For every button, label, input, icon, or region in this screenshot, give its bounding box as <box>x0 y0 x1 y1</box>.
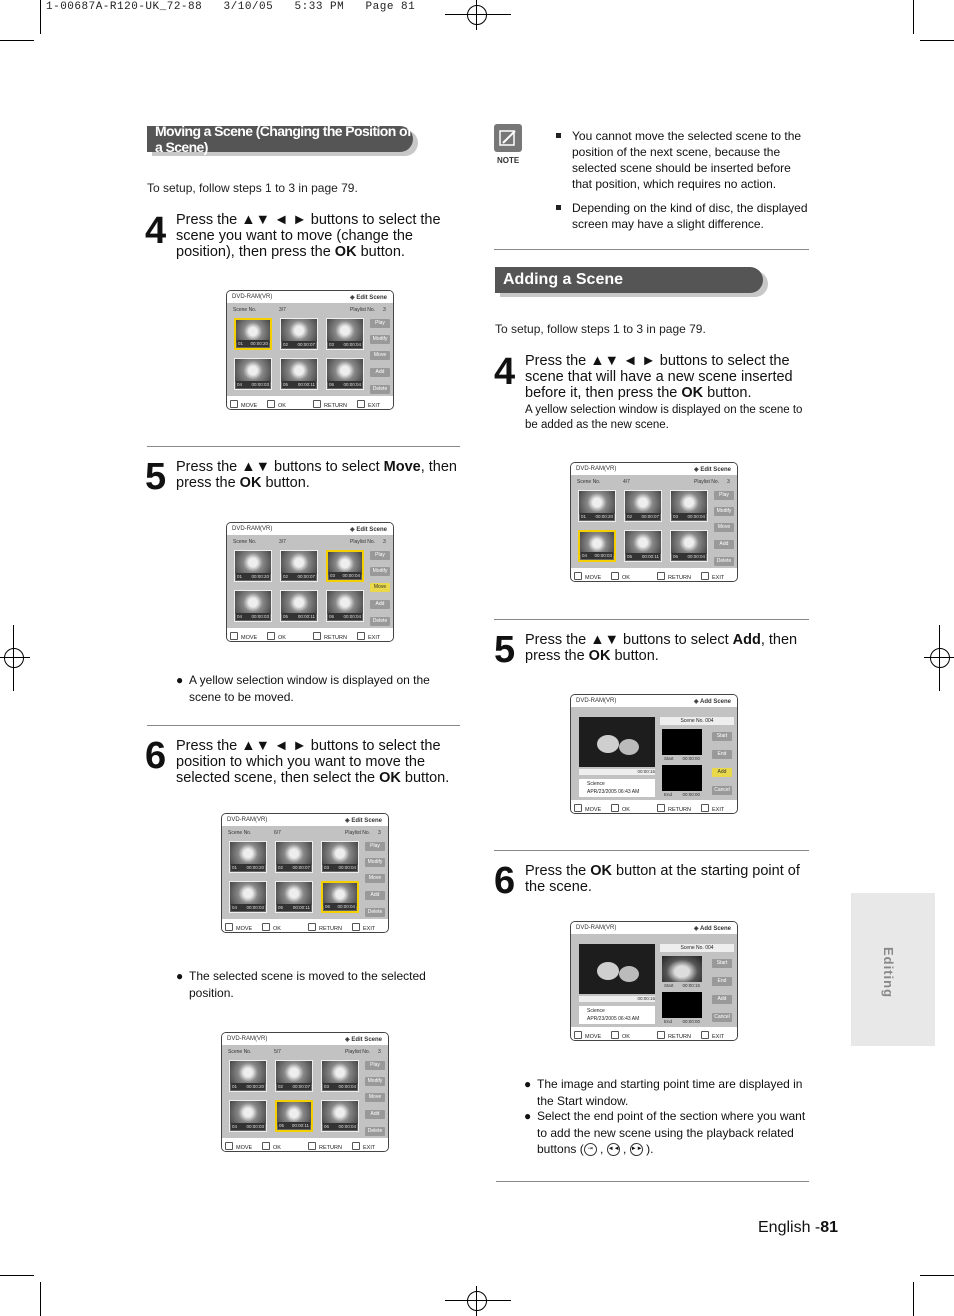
ok-label: OK <box>590 863 613 879</box>
screen-title: ◈ Edit Scene <box>350 527 387 533</box>
scene-thumb[interactable]: 04 00:00:03 <box>234 358 272 390</box>
playlist-label: Playlist No. <box>350 307 376 313</box>
note-text: You cannot move the selected scene to the position of the next scene, because the selected scene should be inserted before that position, which requires no action. <box>572 129 802 191</box>
registration-mark <box>476 1286 477 1316</box>
screen-title: ◈ Add Scene <box>693 699 731 705</box>
end-window <box>662 765 702 791</box>
screen-title-text: Edit Scene <box>351 818 382 824</box>
scene-thumb[interactable]: 05 00:00:11 <box>280 358 318 390</box>
scene-thumb[interactable]: 01 00:00:20 <box>229 1060 267 1092</box>
menu-add[interactable]: Add <box>714 540 734 549</box>
scene-thumb[interactable]: 04 00:00:03 <box>229 881 267 913</box>
menu-modify[interactable]: Modify <box>365 1077 385 1086</box>
fast-forward-icon: ►► <box>630 1143 643 1156</box>
section-title-text: Adding a Scene <box>503 271 624 288</box>
footer-move: MOVE <box>574 1031 601 1040</box>
scene-thumb[interactable]: 04 00:00:03 <box>578 530 616 562</box>
bullet-text: Select the end point of the section where you want to add the new scene using the playback related <box>537 1109 806 1140</box>
footer-ok: OK <box>262 923 281 932</box>
meta-title: Science <box>587 1008 605 1014</box>
scene-thumb[interactable]: 01 00:00:20 <box>234 318 272 350</box>
footer-exit: EXIT <box>701 1031 724 1040</box>
menu-move[interactable]: Move <box>365 874 385 883</box>
registration-mark <box>924 657 954 658</box>
step-text <box>525 863 810 895</box>
menu-add[interactable]: Add <box>712 768 732 777</box>
screen-title-text: Edit Scene <box>356 295 387 301</box>
video-preview <box>579 944 655 994</box>
scene-thumb[interactable]: 05 00:00:11 <box>275 881 313 913</box>
scene-no: Scene No. 004 <box>660 944 734 952</box>
footer-return: RETURN <box>308 1142 342 1151</box>
disc-label: DVD-RAM(VR) <box>232 294 273 300</box>
side-tab-label: Editing <box>881 947 896 999</box>
scene-thumb[interactable]: 06 00:00:04 <box>321 1100 359 1132</box>
scene-thumb[interactable]: 03 00:00:04 <box>326 318 364 350</box>
playlist-no: 3 <box>383 307 386 313</box>
scene-meta <box>579 779 655 797</box>
menu-play[interactable]: Play <box>714 491 734 500</box>
footer-ok: OK <box>267 632 286 641</box>
divider <box>496 1181 809 1182</box>
disc-label: DVD-RAM(VR) <box>227 817 268 823</box>
footer-move: MOVE <box>225 1142 252 1151</box>
menu-delete[interactable]: Delete <box>370 385 390 394</box>
scene-no: Scene No. 004 <box>660 717 734 725</box>
step-text-part: button. <box>356 244 405 260</box>
step-number: 4 <box>145 210 167 252</box>
scene-counter: 5/7 <box>274 1049 281 1055</box>
crop-mark <box>920 40 954 41</box>
footer-return: RETURN <box>657 1031 691 1040</box>
scene-thumb[interactable]: 03 00:00:04 <box>321 1060 359 1092</box>
rewind-icon: ◄◄ <box>607 1143 620 1156</box>
skip-icon: ⇥ <box>584 1143 597 1156</box>
divider <box>494 619 809 620</box>
screen-title: ◈ Edit Scene <box>694 467 731 473</box>
screen-header <box>571 695 737 707</box>
step-text-part: Press the <box>525 863 591 879</box>
scene-thumb[interactable]: 05 00:00:11 <box>275 1100 313 1132</box>
scene-thumb[interactable]: 06 00:00:04 <box>321 881 359 913</box>
step-number: 5 <box>145 456 167 498</box>
step-text-part: button. <box>703 385 752 401</box>
disc-label: DVD-RAM(VR) <box>576 698 617 704</box>
footer-move: MOVE <box>230 400 257 409</box>
scene-thumb[interactable]: 04 00:00:03 <box>229 1100 267 1132</box>
edit-scene-screen <box>221 1032 389 1152</box>
menu-delete[interactable]: Delete <box>365 1127 385 1136</box>
footer-exit: EXIT <box>701 572 724 581</box>
bullet-item: ● The selected scene is moved to the selected position. <box>176 969 426 1000</box>
screen-footer <box>571 800 737 813</box>
step-text-part: Press the ▲▼ buttons to select <box>176 459 384 475</box>
menu-end[interactable]: End <box>712 750 732 759</box>
footer-move: MOVE <box>574 804 601 813</box>
bullet-item: ● The image and starting point time are displayed in the Start window. <box>524 1077 803 1108</box>
registration-mark <box>467 5 487 25</box>
menu-end[interactable]: End <box>712 977 732 986</box>
playback-time: 00:00:15 <box>637 996 655 1001</box>
bullet-text: ). <box>646 1142 654 1156</box>
screen-footer <box>571 1027 737 1040</box>
registration-mark <box>445 14 511 15</box>
step-number: 4 <box>494 351 516 393</box>
edit-scene-screen <box>226 290 394 410</box>
scene-counter: 4/7 <box>623 479 630 485</box>
disc-label: DVD-RAM(VR) <box>232 526 273 532</box>
menu-cancel[interactable]: Cancel <box>712 786 732 795</box>
add-scene-screen: DVD-RAM(VR) ◈ Add Scene 00:00:15 Science APR/23/2005 06:43 AM Scene No. 004 Start 00:00:00 End 00:00:00 Start End Add Cancel MOVE OK RETURN EXIT <box>570 694 738 814</box>
menu-add[interactable]: Add <box>712 995 732 1004</box>
playlist-label: Playlist No. <box>345 830 371 836</box>
crop-mark <box>40 1282 41 1316</box>
step-text-part: , then press the <box>176 459 457 491</box>
menu-add[interactable]: Add <box>365 1110 385 1119</box>
ok-label: OK <box>379 770 401 786</box>
menu-delete[interactable]: Delete <box>714 557 734 566</box>
menu-play[interactable]: Play <box>370 551 390 560</box>
step-text-part: button. <box>610 648 659 664</box>
step-text-part: Press the ▲▼ ◄ ► buttons to select the position to which you want to move the selected scene, then select the <box>176 738 441 786</box>
playback-bar[interactable] <box>579 996 655 1002</box>
footer-ok: OK <box>267 400 286 409</box>
note-text: Depending on the kind of disc, the displayed screen may have a slight difference. <box>572 201 808 231</box>
screen-title-text: Add Scene <box>699 926 731 932</box>
scene-thumb[interactable]: 04 00:00:03 <box>234 590 272 622</box>
scene-thumb[interactable]: 03 00:00:04 <box>321 841 359 873</box>
start-window <box>662 956 702 982</box>
screen-header <box>222 814 388 826</box>
registration-mark <box>939 625 940 691</box>
footer-exit: EXIT <box>701 804 724 813</box>
scene-counter: 3/7 <box>279 539 286 545</box>
playlist-label: Playlist No. <box>345 1049 371 1055</box>
playlist-no: 3 <box>378 1049 381 1055</box>
note-item <box>572 200 812 232</box>
bullet-item: ● A yellow selection window is displayed on the scene to be moved. <box>176 673 430 704</box>
setup-instruction: To setup, follow steps 1 to 3 in page 79. <box>147 181 358 195</box>
ok-label: OK <box>681 385 704 401</box>
footer-ok: OK <box>262 1142 281 1151</box>
menu-add[interactable]: Add <box>370 600 390 609</box>
scene-no-label: Scene No. <box>228 1049 252 1055</box>
crop-mark <box>913 1282 914 1316</box>
scene-thumb[interactable]: 01 00:00:20 <box>234 550 272 582</box>
screen-header <box>571 922 737 934</box>
screen-header <box>222 1033 388 1045</box>
footer-exit: EXIT <box>352 1142 375 1151</box>
scene-thumb[interactable]: 01 00:00:20 <box>578 490 616 522</box>
scene-no-label: Scene No. <box>577 479 601 485</box>
playback-time: 00:00:15 <box>637 769 655 774</box>
disc-label: DVD-RAM(VR) <box>227 1036 268 1042</box>
note-label: NOTE <box>497 156 520 165</box>
registration-mark <box>467 1291 487 1311</box>
menu-start[interactable]: Start <box>712 732 732 741</box>
scene-thumb[interactable]: 06 00:00:04 <box>670 530 708 562</box>
step-text <box>176 459 461 491</box>
footer-return: RETURN <box>313 400 347 409</box>
playlist-no: 3 <box>383 539 386 545</box>
step-text <box>525 353 810 401</box>
scene-thumb[interactable]: 05 00:00:11 <box>280 590 318 622</box>
screen-title: ◈ Edit Scene <box>345 818 382 824</box>
divider <box>147 446 460 447</box>
menu-modify[interactable]: Modify <box>370 567 390 576</box>
bullet-text: buttons ( <box>537 1142 584 1156</box>
step-text-part: button at the starting point of the scene. <box>525 863 800 895</box>
menu-modify[interactable]: Modify <box>370 335 390 344</box>
screen-header <box>227 523 393 535</box>
screen-title-text: Edit Scene <box>351 1037 382 1043</box>
section-side-tab <box>851 893 935 1046</box>
bullet-text: A yellow selection window is displayed on the scene to be moved. <box>189 673 430 704</box>
registration-mark <box>476 0 477 30</box>
divider <box>494 850 809 851</box>
menu-move[interactable]: Move <box>714 523 734 532</box>
step-text <box>176 738 461 786</box>
scene-thumb[interactable]: 02 00:00:07 <box>275 1060 313 1092</box>
menu-play[interactable]: Play <box>365 842 385 851</box>
crop-mark <box>40 0 41 34</box>
menu-play[interactable]: Play <box>365 1061 385 1070</box>
playlist-no: 3 <box>727 479 730 485</box>
scene-thumb[interactable]: 06 00:00:04 <box>326 358 364 390</box>
crop-mark <box>0 1275 34 1276</box>
screen-header <box>227 291 393 303</box>
ok-label: OK <box>334 244 357 260</box>
scene-thumb[interactable]: 05 00:00:11 <box>624 530 662 562</box>
section-title-moving-scene <box>147 123 413 155</box>
page-number <box>758 1219 838 1237</box>
screen-title: ◈ Edit Scene <box>350 295 387 301</box>
registration-mark <box>930 648 950 668</box>
step-text-part: , then press the <box>525 632 798 664</box>
menu-move[interactable]: Move <box>370 583 390 592</box>
step-text-part: Press the ▲▼ ◄ ► buttons to select the scene that will have a new scene inserted before it, then press the <box>525 353 793 401</box>
page-lang: English - <box>758 1219 821 1236</box>
playlist-label: Playlist No. <box>350 539 376 545</box>
footer-ok: OK <box>611 804 630 813</box>
crop-mark <box>0 40 34 41</box>
playback-bar[interactable] <box>579 769 655 775</box>
step-text <box>525 632 810 664</box>
step-number: 6 <box>145 735 167 777</box>
screen-title: ◈ Add Scene <box>693 926 731 932</box>
menu-start[interactable]: Start <box>712 959 732 968</box>
meta-date: APR/23/2005 06:43 AM <box>587 1016 640 1022</box>
screen-footer <box>227 628 393 641</box>
screen-footer <box>227 396 393 409</box>
scene-thumb[interactable]: 02 00:00:07 <box>280 550 318 582</box>
footer-return: RETURN <box>657 804 691 813</box>
menu-modify[interactable]: Modify <box>365 858 385 867</box>
scene-thumb[interactable]: 06 00:00:04 <box>326 590 364 622</box>
bullet-item: ● Select the end point of the section where you want to add the new scene using the playback related buttons ( ⇥ , ◄◄ , ►► ). <box>524 1109 806 1156</box>
scene-thumb[interactable]: 03 00:00:04 <box>326 550 364 582</box>
video-preview <box>579 717 655 767</box>
menu-move[interactable]: Move <box>365 1093 385 1102</box>
screen-footer <box>222 919 388 932</box>
footer-return: RETURN <box>308 923 342 932</box>
step-subtext: A yellow selection window is displayed on the scene to be added as the new scene. <box>525 404 803 431</box>
scene-thumb[interactable]: 02 00:00:07 <box>275 841 313 873</box>
disc-label: DVD-RAM(VR) <box>576 466 617 472</box>
registration-mark <box>13 625 14 691</box>
menu-delete[interactable]: Delete <box>365 908 385 917</box>
registration-mark <box>445 1300 511 1301</box>
scene-no-label: Scene No. <box>233 307 257 313</box>
setup-instruction: To setup, follow steps 1 to 3 in page 79. <box>495 322 706 336</box>
scene-counter: 6/7 <box>274 830 281 836</box>
screen-title-text: Edit Scene <box>700 467 731 473</box>
step-text-part: button. <box>261 475 310 491</box>
footer-ok: OK <box>611 1031 630 1040</box>
footer-ok: OK <box>611 572 630 581</box>
note-icon <box>494 124 522 152</box>
menu-add[interactable]: Add <box>370 368 390 377</box>
add-label: Add <box>732 632 761 648</box>
disc-label: DVD-RAM(VR) <box>576 925 617 931</box>
footer-move: MOVE <box>230 632 257 641</box>
end-window <box>662 992 702 1018</box>
edit-scene-screen <box>221 813 389 933</box>
bullet-text: The selected scene is moved to the selected position. <box>189 969 426 1000</box>
footer-return: RETURN <box>657 572 691 581</box>
scene-no-label: Scene No. <box>228 830 252 836</box>
menu-modify[interactable]: Modify <box>714 507 734 516</box>
step-text-part: button. <box>400 770 450 786</box>
footer-exit: EXIT <box>357 632 380 641</box>
registration-mark <box>4 648 24 668</box>
scene-counter: 3/7 <box>279 307 286 313</box>
menu-play[interactable]: Play <box>370 319 390 328</box>
footer-move: MOVE <box>225 923 252 932</box>
menu-cancel[interactable]: Cancel <box>712 1013 732 1022</box>
menu-add[interactable]: Add <box>365 891 385 900</box>
move-label: Move <box>383 459 421 475</box>
note-item <box>572 128 812 192</box>
menu-delete[interactable]: Delete <box>370 617 390 626</box>
step-text-part: Press the ▲▼ buttons to select <box>525 632 733 648</box>
step-number: 6 <box>494 860 516 902</box>
start-window <box>662 729 702 755</box>
meta-title: Science <box>587 781 605 787</box>
screen-footer <box>222 1138 388 1151</box>
footer-exit: EXIT <box>352 923 375 932</box>
print-slug: 1-00687A-R120-UK_72-88 3/10/05 5:33 PM Page 81 <box>46 1 416 13</box>
section-title-adding-scene <box>495 267 763 293</box>
screen-header <box>571 463 737 475</box>
crop-mark <box>913 0 914 34</box>
meta-date: APR/23/2005 06:43 AM <box>587 789 640 795</box>
scene-thumb[interactable]: 03 00:00:04 <box>670 490 708 522</box>
scene-thumb[interactable]: 02 00:00:07 <box>624 490 662 522</box>
step-text-part: Press the ▲▼ ◄ ► buttons to select the scene you want to move (change the position), then press the <box>176 212 441 260</box>
playlist-no: 3 <box>378 830 381 836</box>
step-text <box>176 212 456 260</box>
registration-mark <box>0 657 30 658</box>
ok-label: OK <box>588 648 611 664</box>
scene-thumb[interactable]: 02 00:00:07 <box>280 318 318 350</box>
playlist-label: Playlist No. <box>694 479 720 485</box>
scene-meta <box>579 1006 655 1024</box>
screen-title: ◈ Edit Scene <box>345 1037 382 1043</box>
divider <box>147 725 460 726</box>
ok-label: OK <box>239 475 262 491</box>
bullet-text: The image and starting point time are displayed in the Start window. <box>537 1077 803 1108</box>
screen-title-text: Add Scene <box>699 699 731 705</box>
screen-title-text: Edit Scene <box>356 527 387 533</box>
add-scene-screen: DVD-RAM(VR) ◈ Add Scene 00:00:15 Science APR/23/2005 06:43 AM Scene No. 004 Start 00:00:15 End 00:00:00 Start End Add Cancel MOVE OK RETURN EXIT <box>570 921 738 1041</box>
screen-footer <box>571 568 737 581</box>
crop-mark <box>920 1275 954 1276</box>
page-number-value: 81 <box>820 1219 839 1236</box>
step-number: 5 <box>494 629 516 671</box>
footer-exit: EXIT <box>357 400 380 409</box>
scene-no-label: Scene No. <box>233 539 257 545</box>
footer-move: MOVE <box>574 572 601 581</box>
section-title-text: Moving a Scene (Changing the Position of a Scene) <box>155 123 412 155</box>
edit-scene-screen <box>570 462 738 582</box>
divider <box>494 249 809 250</box>
scene-thumb[interactable]: 01 00:00:20 <box>229 841 267 873</box>
menu-move[interactable]: Move <box>370 351 390 360</box>
footer-return: RETURN <box>313 632 347 641</box>
edit-scene-screen <box>226 522 394 642</box>
